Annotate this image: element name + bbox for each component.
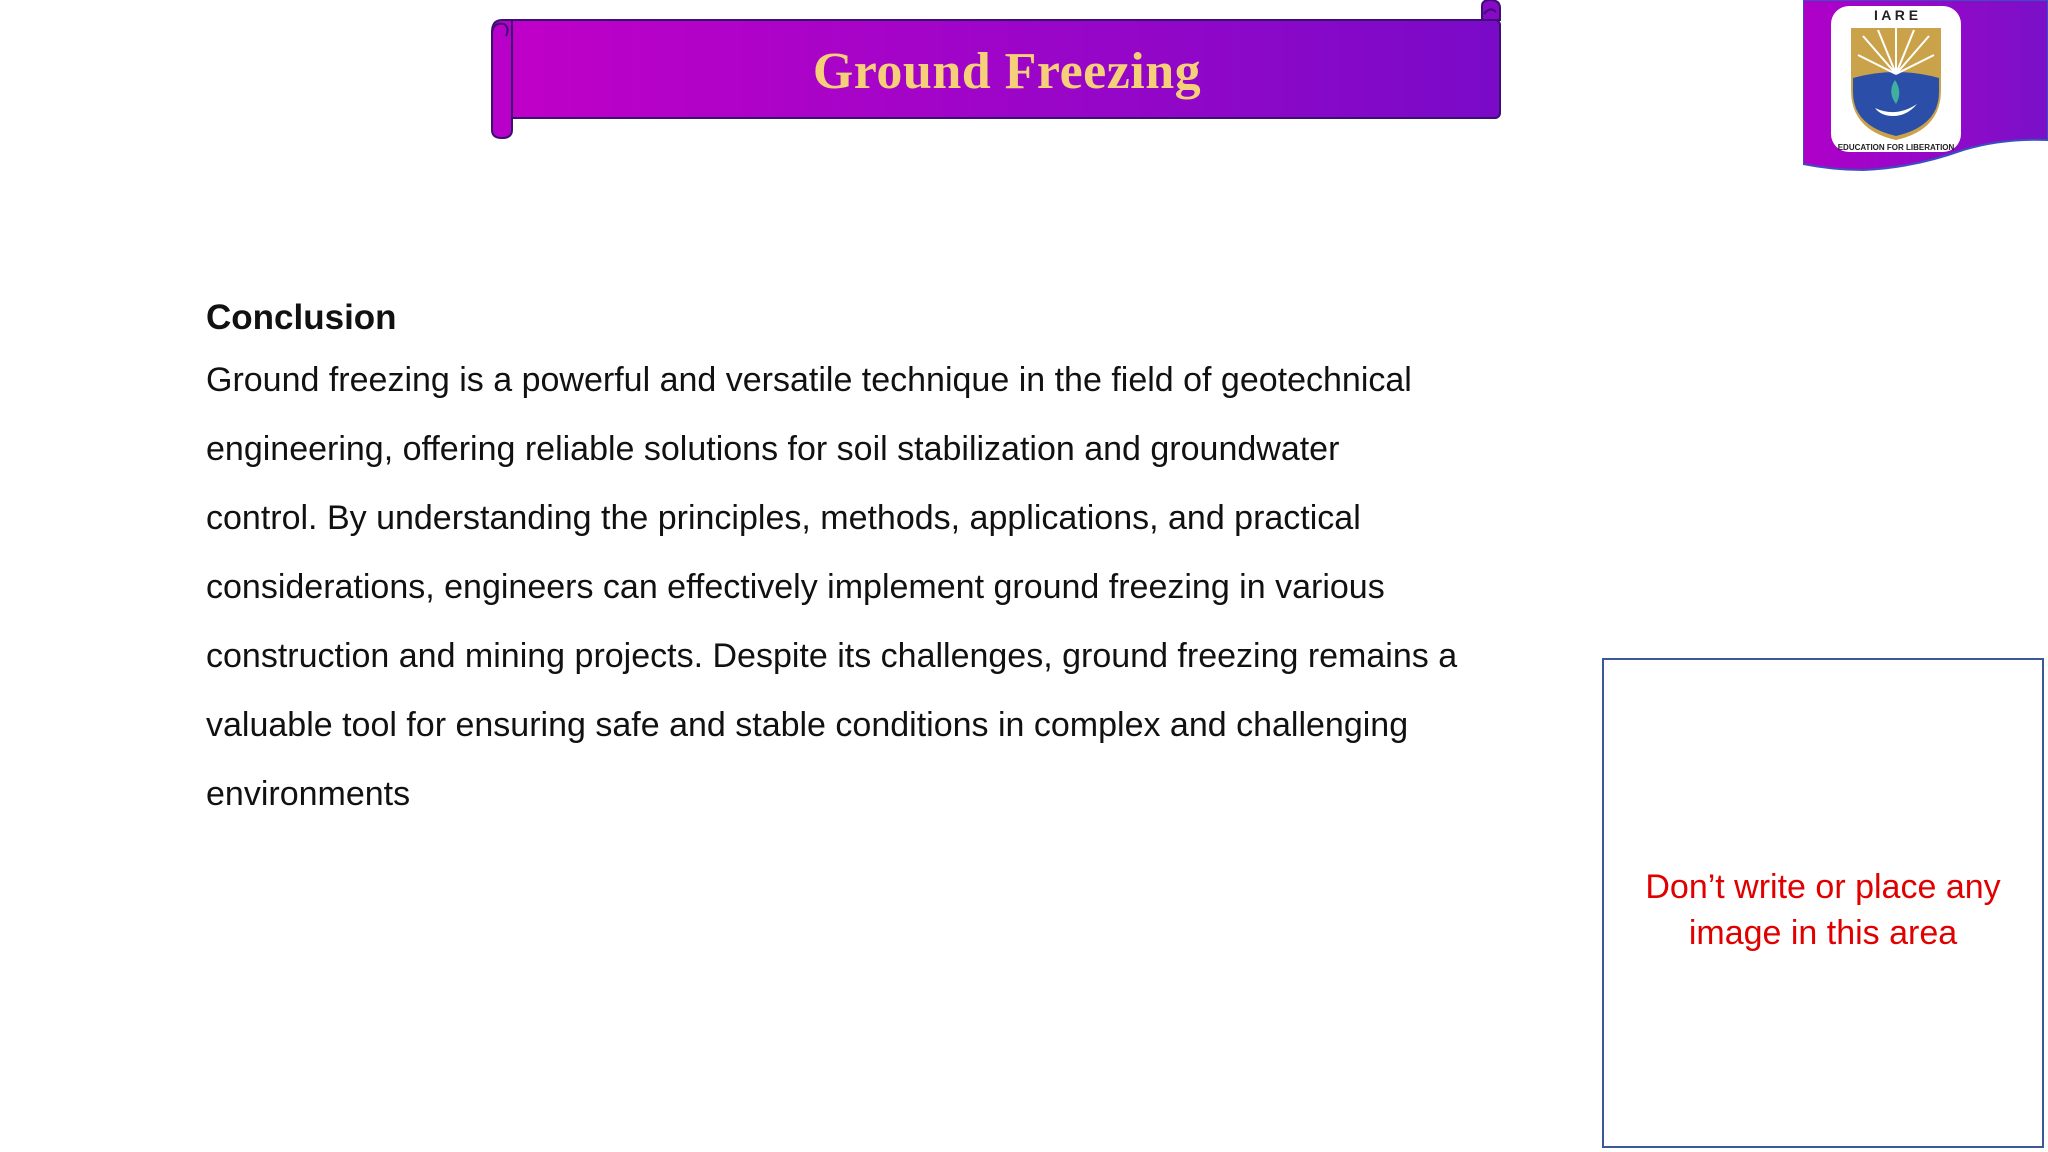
paragraph-line: construction and mining projects. Despite its challenges, ground freezing remains a: [206, 637, 1458, 675]
reserved-notice-line-2: image in this area: [1688, 914, 1958, 952]
logo-top-text: I A R E: [1873, 7, 1919, 23]
paragraph-line: engineering, offering reliable solutions for soil stabilization and groundwater: [206, 430, 1340, 468]
content-area: [206, 290, 1536, 829]
reserved-area-box: [1602, 658, 2044, 1148]
paragraph-line: valuable tool for ensuring safe and stable conditions in complex and challenging: [206, 706, 1409, 744]
logo-ring-text: EDUCATION FOR LIBERATION: [1837, 143, 1955, 152]
slide-title: Ground Freezing: [812, 43, 1202, 100]
paragraph-line: Ground freezing is a powerful and versatile technique in the field of geotechnical: [206, 361, 1412, 399]
section-heading: Conclusion: [206, 298, 397, 337]
paragraph-line: environments: [206, 775, 411, 813]
reserved-notice-line-1: Don’t write or place any: [1645, 868, 2001, 906]
logo-corner: [1803, 0, 2048, 176]
paragraph-line: considerations, engineers can effectively implement ground freezing in various: [206, 568, 1385, 606]
paragraph-line: control. By understanding the principles, methods, applications, and practical: [206, 499, 1361, 537]
conclusion-paragraph: [206, 346, 1536, 829]
title-banner: [490, 0, 1504, 142]
reserved-area-notice: [1604, 864, 2042, 956]
institution-logo-icon: [1803, 0, 2048, 176]
